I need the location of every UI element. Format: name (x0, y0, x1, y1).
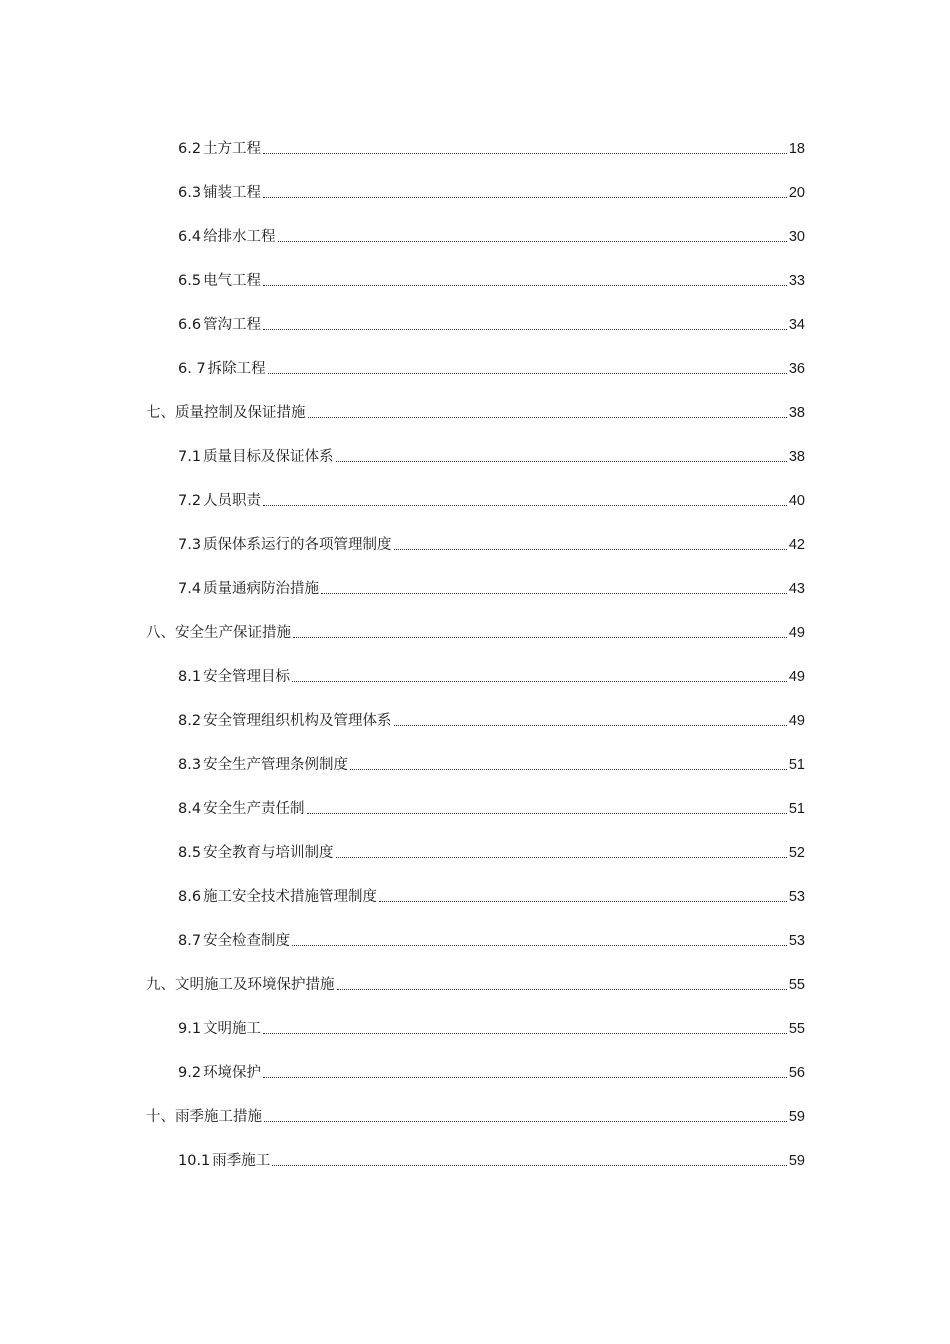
toc-entry-title: 铺装工程 (203, 185, 262, 201)
dot-leader (336, 856, 787, 858)
toc-entry-number: 九、 (146, 977, 175, 993)
toc-entry-number: 6.3 (178, 185, 202, 201)
toc-entry-title: 质保体系运行的各项管理制度 (203, 537, 392, 553)
toc-entry-title: 安全管理目标 (203, 669, 291, 685)
toc-entry-6-3[interactable] (0, 159, 950, 203)
toc-entry-8-7[interactable] (0, 907, 950, 951)
toc-entry-page: 55 (788, 1021, 805, 1037)
toc-entry-page: 49 (788, 669, 805, 685)
dot-leader (278, 240, 787, 242)
dot-leader (379, 900, 787, 902)
toc-entry-page: 43 (788, 581, 805, 597)
toc-entry-number: 7.2 (178, 493, 202, 509)
dot-leader (263, 504, 787, 506)
dot-leader (394, 724, 787, 726)
toc-entry-number: 7.1 (178, 449, 202, 465)
toc-entry-page: 38 (788, 405, 805, 421)
dot-leader (321, 592, 787, 594)
toc-entry-number: 7.3 (178, 537, 202, 553)
toc-entry-title: 安全检查制度 (203, 933, 291, 949)
dot-leader (292, 944, 787, 946)
dot-leader (394, 548, 787, 550)
toc-entry-page: 34 (788, 317, 805, 333)
toc-entry-number: 9.1 (178, 1021, 202, 1037)
toc-entry-page: 18 (788, 141, 805, 157)
dot-leader (350, 768, 787, 770)
toc-entry-8-5[interactable] (0, 819, 950, 863)
toc-entry-title: 环境保护 (203, 1065, 262, 1081)
dot-leader (308, 416, 787, 418)
toc-entry-number: 8.5 (178, 845, 202, 861)
dot-leader (263, 284, 787, 286)
toc-entry-number: 10.1 (178, 1153, 211, 1169)
toc-entry-number: 8.7 (178, 933, 202, 949)
toc-entry-chapter-9[interactable] (0, 951, 950, 995)
dot-leader (263, 152, 787, 154)
toc-entry-title: 安全生产责任制 (203, 801, 305, 817)
toc-entry-chapter-10[interactable] (0, 1083, 950, 1127)
toc-entry-number: 6. 7 (178, 361, 206, 377)
toc-entry-chapter-8[interactable] (0, 599, 950, 643)
dot-leader (337, 988, 787, 990)
toc-entry-8-6[interactable] (0, 863, 950, 907)
toc-entry-title: 文明施工 (203, 1021, 262, 1037)
toc-entry-title: 人员职责 (203, 493, 262, 509)
toc-entry-title: 拆除工程 (207, 361, 266, 377)
toc-entry-8-3[interactable] (0, 731, 950, 775)
toc-entry-7-2[interactable] (0, 467, 950, 511)
toc-entry-page: 51 (788, 801, 805, 817)
toc-entry-7-4[interactable] (0, 555, 950, 599)
toc-entry-page: 52 (788, 845, 805, 861)
toc-entry-number: 8.1 (178, 669, 202, 685)
toc-entry-page: 53 (788, 889, 805, 905)
toc-entry-number: 6.6 (178, 317, 202, 333)
toc-entry-title: 安全教育与培训制度 (203, 845, 334, 861)
toc-entry-page: 38 (788, 449, 805, 465)
toc-entry-number: 8.6 (178, 889, 202, 905)
toc-entry-title: 施工安全技术措施管理制度 (203, 889, 378, 905)
toc-entry-title: 管沟工程 (203, 317, 262, 333)
dot-leader (263, 1076, 787, 1078)
toc-entry-number: 八、 (146, 625, 175, 641)
toc-entry-title: 安全生产管理条例制度 (203, 757, 349, 773)
toc-entry-page: 53 (788, 933, 805, 949)
toc-entry-title: 雨季施工 (212, 1153, 271, 1169)
dot-leader (263, 1032, 787, 1034)
toc-entry-title: 质量目标及保证体系 (203, 449, 334, 465)
table-of-contents (0, 115, 950, 1171)
toc-entry-title: 土方工程 (203, 141, 262, 157)
toc-entry-page: 51 (788, 757, 805, 773)
toc-entry-7-1[interactable] (0, 423, 950, 467)
toc-entry-page: 20 (788, 185, 805, 201)
toc-entry-title: 质量通病防治措施 (203, 581, 320, 597)
toc-entry-number: 6.2 (178, 141, 202, 157)
toc-entry-7-3[interactable] (0, 511, 950, 555)
toc-entry-10-1[interactable] (0, 1127, 950, 1171)
toc-entry-page: 55 (788, 977, 805, 993)
toc-entry-title: 文明施工及环境保护措施 (175, 977, 335, 993)
toc-entry-title: 电气工程 (203, 273, 262, 289)
toc-entry-page: 59 (788, 1109, 805, 1125)
dot-leader (268, 372, 787, 374)
toc-entry-6-2[interactable] (0, 115, 950, 159)
toc-entry-title: 雨季施工措施 (175, 1109, 262, 1125)
toc-entry-number: 十、 (146, 1109, 175, 1125)
toc-entry-number: 6.5 (178, 273, 202, 289)
toc-entry-number: 9.2 (178, 1065, 202, 1081)
toc-entry-number: 8.3 (178, 757, 202, 773)
dot-leader (292, 680, 787, 682)
toc-entry-number: 七、 (146, 405, 175, 421)
toc-entry-9-2[interactable] (0, 1039, 950, 1083)
toc-entry-number: 8.4 (178, 801, 202, 817)
toc-entry-8-1[interactable] (0, 643, 950, 687)
toc-entry-page: 56 (788, 1065, 805, 1081)
toc-entry-page: 36 (788, 361, 805, 377)
toc-entry-page: 40 (788, 493, 805, 509)
dot-leader (263, 196, 787, 198)
toc-entry-page: 59 (788, 1153, 805, 1169)
toc-entry-8-2[interactable] (0, 687, 950, 731)
dot-leader (272, 1164, 787, 1166)
toc-entry-chapter-7[interactable] (0, 379, 950, 423)
dot-leader (263, 328, 787, 330)
toc-entry-title: 质量控制及保证措施 (175, 405, 306, 421)
toc-entry-page: 33 (788, 273, 805, 289)
toc-entry-page: 49 (788, 625, 805, 641)
toc-entry-title: 给排水工程 (203, 229, 276, 245)
dot-leader (336, 460, 787, 462)
toc-entry-page: 42 (788, 537, 805, 553)
dot-leader (264, 1120, 787, 1122)
toc-entry-8-4[interactable] (0, 775, 950, 819)
toc-entry-title: 安全生产保证措施 (175, 625, 291, 641)
toc-entry-page: 30 (788, 229, 805, 245)
toc-entry-6-4[interactable] (0, 203, 950, 247)
toc-entry-number: 7.4 (178, 581, 202, 597)
dot-leader (307, 812, 787, 814)
toc-entry-title: 安全管理组织机构及管理体系 (203, 713, 392, 729)
toc-entry-6-6[interactable] (0, 291, 950, 335)
toc-entry-number: 6.4 (178, 229, 202, 245)
toc-entry-6-7[interactable] (0, 335, 950, 379)
toc-entry-6-5[interactable] (0, 247, 950, 291)
toc-entry-number: 8.2 (178, 713, 202, 729)
toc-entry-page: 49 (788, 713, 805, 729)
dot-leader (293, 636, 787, 638)
toc-entry-9-1[interactable] (0, 995, 950, 1039)
